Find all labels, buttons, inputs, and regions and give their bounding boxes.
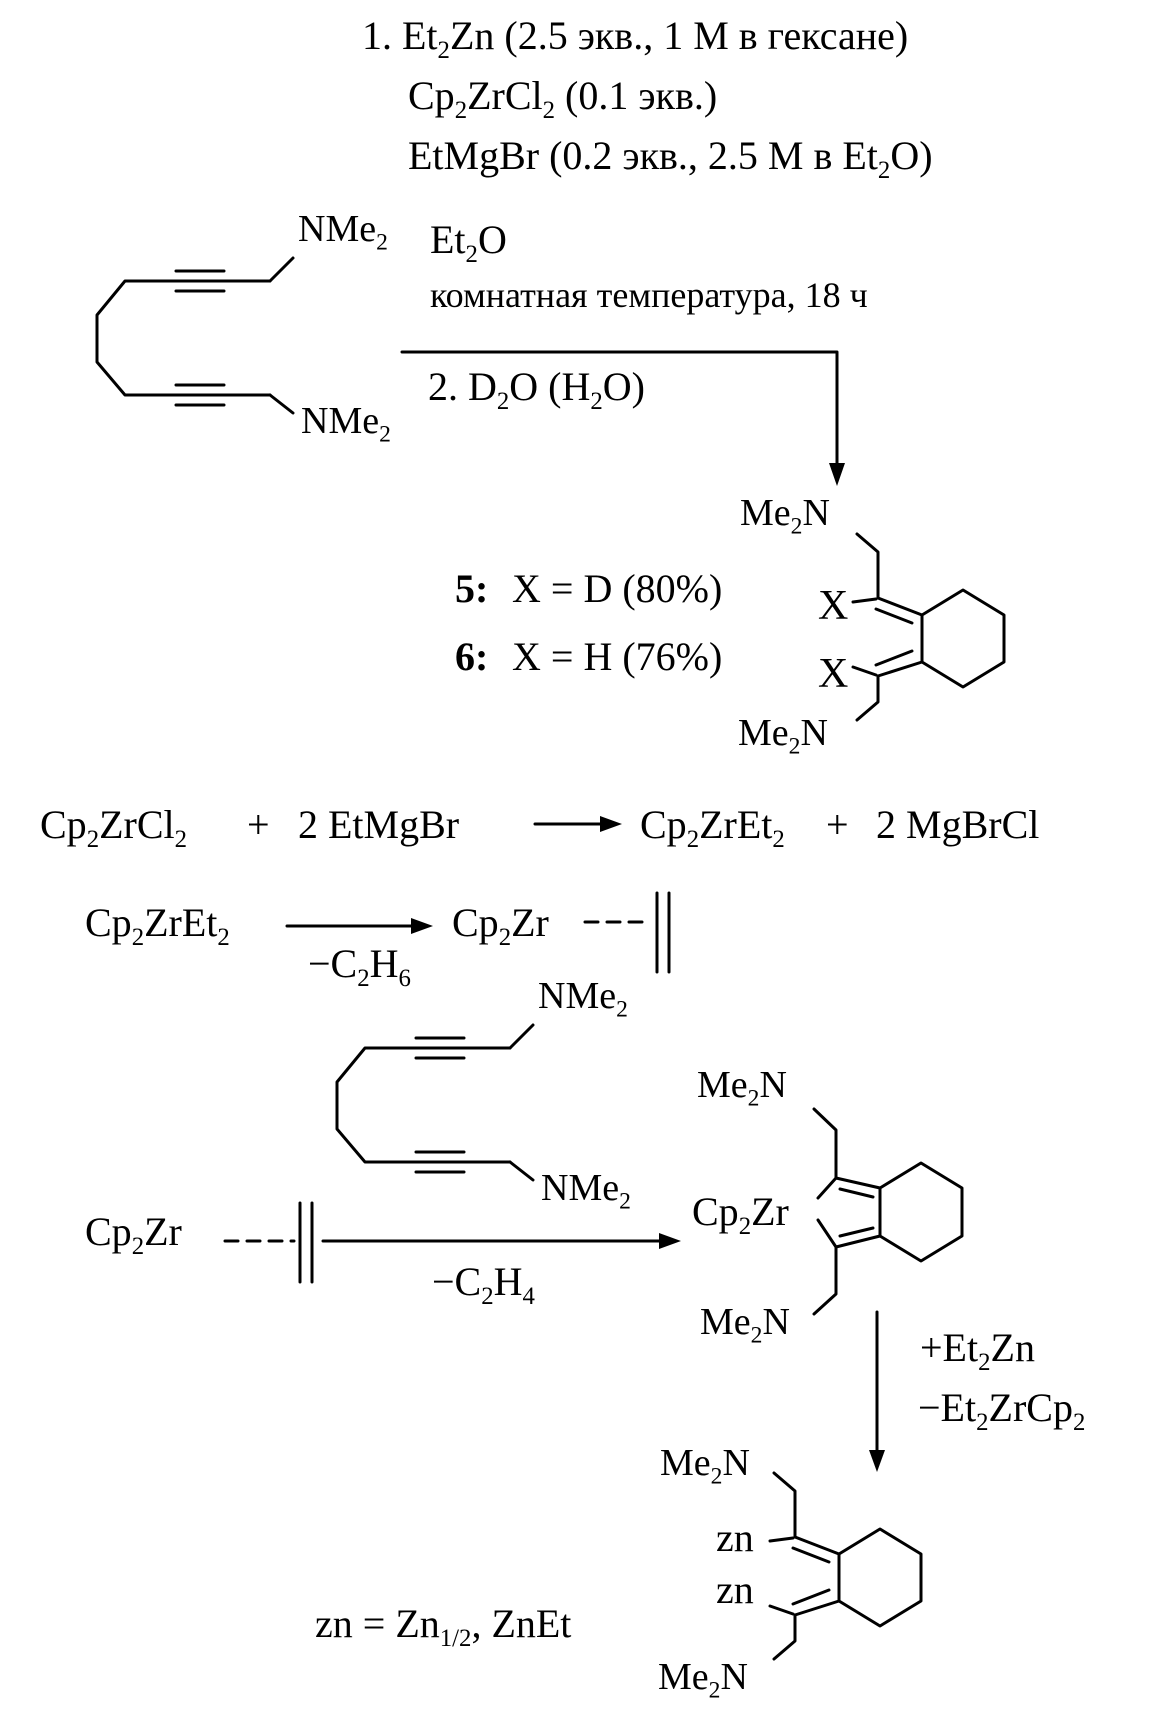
zinc-product-skeleton xyxy=(770,1473,921,1659)
znproduct-zn-bottom: zn xyxy=(716,1567,754,1612)
zirconacycle-skeleton xyxy=(814,1109,962,1314)
eq1-product-2: 2 MgBrCl xyxy=(876,802,1040,847)
compound-6-definition: X = H (76%) xyxy=(512,634,723,679)
znproduct-me2n-top: $Me_2N$ xyxy=(660,1442,750,1490)
diyne-structure-middle xyxy=(337,1025,533,1180)
eq1-plus-1: + xyxy=(247,802,270,847)
product56-x-bottom: X xyxy=(818,651,849,697)
zn-definition: zn = $Zn_{1/2}$, ZnEt xyxy=(315,1601,572,1652)
eq1-plus-2: + xyxy=(826,802,849,847)
eq2-zirconocene: $Cp_2Zr$ xyxy=(452,900,549,951)
eq1-product-1: $Cp_2ZrEt_2$ xyxy=(640,802,785,853)
product56-x-top: X xyxy=(818,583,849,629)
eq2-arrow xyxy=(287,918,433,934)
eq3-arrow xyxy=(323,1233,681,1249)
compound-6-number: 6: xyxy=(455,634,489,679)
transmetalation-remove: $-Et_2ZrCp_2$ xyxy=(918,1385,1086,1436)
diyne1-nme2-top: NMe$_2$ xyxy=(298,208,388,256)
znproduct-zn-top: zn xyxy=(716,1515,754,1560)
znproduct-me2n-bottom: $Me_2N$ xyxy=(658,1656,748,1704)
eq1-arrow xyxy=(535,816,622,832)
zirconacycle-cp2zr: $Cp_2Zr$ xyxy=(692,1189,789,1240)
eq3-zirconocene: $Cp_2Zr$ xyxy=(85,1209,182,1260)
eq2-ethylene-ligand xyxy=(585,893,669,972)
transmetalation-arrow xyxy=(869,1312,885,1472)
zirconacycle-me2n-bottom: $Me_2N$ xyxy=(700,1301,790,1349)
compound-5-definition: X = D (80%) xyxy=(512,566,723,611)
product56-me2n-top: $Me_2N$ xyxy=(740,492,830,540)
condition-line-1: 1. $Et_2Zn$ (2.5 экв., 1 M в гексане) xyxy=(362,13,909,64)
eq1-reactant-2: 2 EtMgBr xyxy=(298,802,460,847)
eq2-loss-label: $-C_2H_6$ xyxy=(308,941,411,992)
temperature-label: комнатная температура, 18 ч xyxy=(430,275,868,315)
product-5-6-skeleton xyxy=(853,534,1004,720)
quench-label: 2. $D_2O$ $(H_2O)$ xyxy=(428,364,646,415)
product56-me2n-bottom: $Me_2N$ xyxy=(738,712,828,760)
solvent-label: $Et_2O$ xyxy=(430,217,507,268)
eq2-reactant: $Cp_2ZrEt_2$ xyxy=(85,900,230,951)
diyne2-nme2-bottom: NMe$_2$ xyxy=(541,1167,631,1215)
zirconacycle-me2n-top: $Me_2N$ xyxy=(697,1064,787,1112)
condition-line-2: $Cp_2ZrCl_2$ (0.1 экв.) xyxy=(408,73,718,124)
eq3-loss-label: $-C_2H_4$ xyxy=(432,1259,535,1310)
eq3-ethylene-ligand xyxy=(225,1203,312,1282)
diyne1-nme2-bottom: NMe$_2$ xyxy=(301,400,391,448)
eq1-reactant-1: $Cp_2ZrCl_2$ xyxy=(40,802,188,853)
diyne-structure-top xyxy=(97,258,293,413)
transmetalation-add: $+Et_2Zn$ xyxy=(920,1325,1035,1376)
compound-5-number: 5: xyxy=(455,566,489,611)
diyne2-nme2-top: NMe$_2$ xyxy=(538,975,628,1023)
condition-line-3: EtMgBr (0.2 экв., 2.5 M в $Et_2O$) xyxy=(408,133,933,184)
